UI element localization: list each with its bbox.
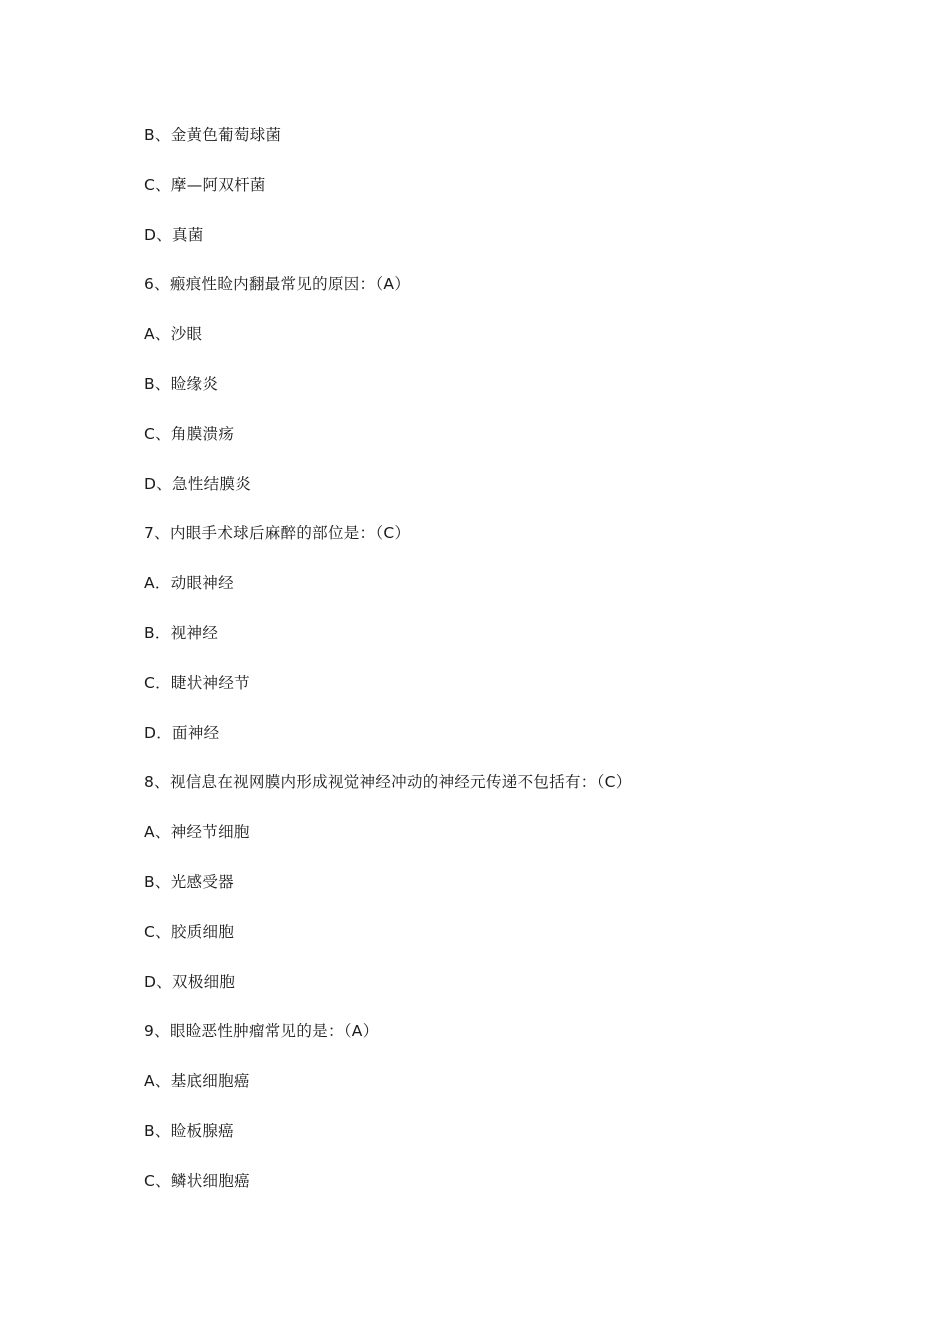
option-line: B、金黄色葡萄球菌 (144, 126, 282, 144)
option-line: A、神经节细胞 (144, 823, 250, 842)
option-line: C、鳞状细胞癌 (144, 1171, 250, 1190)
question-line: 9、眼睑恶性肿瘤常见的是：（A） (144, 1022, 379, 1041)
option-line: B、光感受器 (144, 872, 234, 891)
option-line: B、睑缘炎 (144, 374, 219, 393)
option-line: A、沙眼 (144, 325, 203, 344)
option-line: A．动眼神经 (144, 574, 234, 593)
option-line: D、急性结膜炎 (144, 474, 252, 493)
option-line: D、真菌 (144, 225, 204, 244)
option-line: D．面神经 (144, 723, 220, 742)
option-line: C、摩—阿双杆菌 (144, 175, 266, 194)
option-line: A、基底细胞癌 (144, 1072, 250, 1091)
option-line: C．睫状神经节 (144, 673, 250, 692)
question-line: 7、内眼手术球后麻醉的部位是：（C） (144, 524, 411, 543)
question-list (144, 123, 844, 1219)
question-line: 8、视信息在视网膜内形成视觉神经冲动的神经元传递不包括有：（C） (144, 773, 632, 792)
option-line: B、睑板腺癌 (144, 1121, 234, 1140)
option-line: D、双极细胞 (144, 972, 236, 991)
question-line: 6、瘢痕性睑内翻最常见的原因：（A） (144, 275, 411, 294)
option-line: C、胶质细胞 (144, 922, 235, 941)
option-line: C、角膜溃疡 (144, 424, 235, 443)
option-line: B．视神经 (144, 623, 219, 642)
